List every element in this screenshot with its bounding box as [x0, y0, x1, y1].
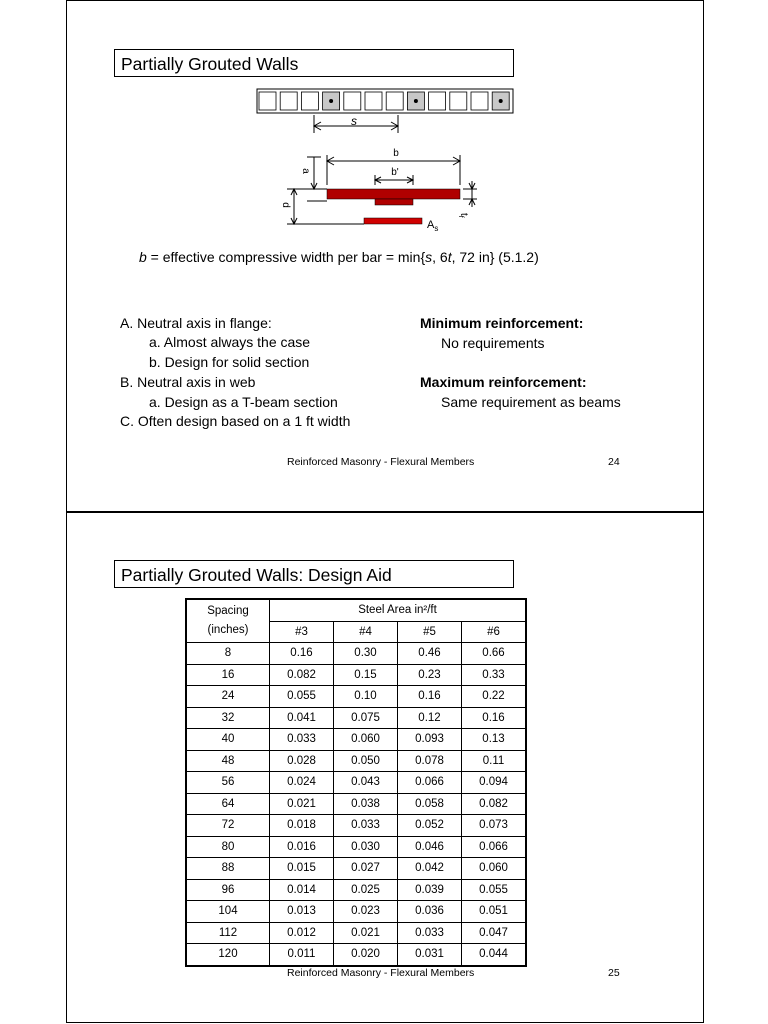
spacing-cell: 104: [186, 901, 270, 923]
rebar-dot: [329, 99, 333, 103]
spacing-cell: 88: [186, 858, 270, 880]
slide-title: Partially Grouted Walls: [114, 49, 514, 77]
label-d: d: [280, 202, 291, 208]
table-row: [186, 707, 526, 729]
table-row: [186, 858, 526, 880]
steel-area-cell: 0.094: [462, 772, 527, 794]
steel-area-cell: 0.46: [398, 643, 462, 665]
spacing-cell: 120: [186, 944, 270, 966]
steel-area-cell: 0.66: [462, 643, 527, 665]
steel-area-cell: 0.025: [334, 879, 398, 901]
slide-24: [66, 0, 704, 512]
reinforcement-bar: [364, 218, 422, 224]
hollow-cell: [280, 92, 297, 110]
steel-area-header: Steel Area in²/ft: [270, 599, 527, 621]
steel-area-cell: 0.028: [270, 750, 334, 772]
spacing-cell: 48: [186, 750, 270, 772]
steel-area-cell: 0.015: [270, 858, 334, 880]
slide-footer: Reinforced Masonry - Flexural Members: [287, 456, 475, 468]
rebar-dot: [414, 99, 418, 103]
hollow-cell: [386, 92, 403, 110]
steel-area-cell: 0.033: [398, 922, 462, 944]
table-row: [186, 879, 526, 901]
steel-area-cell: 0.13: [462, 729, 527, 751]
steel-area-cell: 0.051: [462, 901, 527, 923]
steel-area-cell: 0.22: [462, 686, 527, 708]
table-row: [186, 686, 526, 708]
steel-area-cell: 0.044: [462, 944, 527, 966]
steel-area-cell: 0.16: [462, 707, 527, 729]
steel-area-cell: 0.027: [334, 858, 398, 880]
hollow-cell: [301, 92, 318, 110]
steel-area-cell: 0.33: [462, 664, 527, 686]
spacing-header: Spacing (inches): [186, 599, 270, 643]
spacing-cell: 96: [186, 879, 270, 901]
spacing-cell: 16: [186, 664, 270, 686]
design-aid-table: [185, 598, 527, 967]
table-row: [186, 750, 526, 772]
steel-area-cell: 0.093: [398, 729, 462, 751]
steel-area-cell: 0.23: [398, 664, 462, 686]
steel-area-cell: 0.033: [334, 815, 398, 837]
min-reinforcement-text: No requirements: [441, 335, 545, 351]
spacing-cell: 72: [186, 815, 270, 837]
min-reinforcement-heading: Minimum reinforcement:: [420, 315, 584, 331]
web: [375, 199, 413, 205]
steel-area-cell: 0.033: [270, 729, 334, 751]
steel-area-cell: 0.055: [270, 686, 334, 708]
spacing-cell: 80: [186, 836, 270, 858]
steel-area-cell: 0.082: [270, 664, 334, 686]
spacing-cell: 40: [186, 729, 270, 751]
steel-area-cell: 0.047: [462, 922, 527, 944]
steel-area-cell: 0.30: [334, 643, 398, 665]
max-reinforcement-heading: Maximum reinforcement:: [420, 374, 587, 390]
steel-area-cell: 0.046: [398, 836, 462, 858]
table-row: [186, 793, 526, 815]
spacing-cell: 56: [186, 772, 270, 794]
list-item: a. Design as a T-beam section: [149, 394, 338, 410]
steel-area-cell: 0.039: [398, 879, 462, 901]
steel-area-cell: 0.023: [334, 901, 398, 923]
steel-area-cell: 0.075: [334, 707, 398, 729]
compression-flange: [327, 189, 460, 199]
steel-area-cell: 0.012: [270, 922, 334, 944]
steel-area-cell: 0.073: [462, 815, 527, 837]
steel-area-cell: 0.043: [334, 772, 398, 794]
page-number: 24: [608, 456, 620, 468]
table-row: [186, 922, 526, 944]
steel-area-cell: 0.055: [462, 879, 527, 901]
steel-area-cell: 0.024: [270, 772, 334, 794]
bar-size-header: #5: [398, 621, 462, 643]
spacing-cell: 64: [186, 793, 270, 815]
spacing-cell: 8: [186, 643, 270, 665]
steel-area-cell: 0.036: [398, 901, 462, 923]
steel-area-cell: 0.018: [270, 815, 334, 837]
page-number: 25: [608, 967, 620, 979]
steel-area-cell: 0.082: [462, 793, 527, 815]
label-b-prime: b': [391, 167, 399, 178]
spacing-cell: 112: [186, 922, 270, 944]
label-b: b: [393, 148, 399, 159]
table-row: [186, 901, 526, 923]
list-item: B. Neutral axis in web: [120, 374, 256, 390]
list-item: C. Often design based on a 1 ft width: [120, 413, 351, 429]
steel-area-cell: 0.021: [270, 793, 334, 815]
hollow-cell: [471, 92, 488, 110]
table-row: [186, 772, 526, 794]
steel-area-cell: 0.12: [398, 707, 462, 729]
list-item: b. Design for solid section: [149, 354, 310, 370]
steel-area-cell: 0.15: [334, 664, 398, 686]
table-row: [186, 836, 526, 858]
steel-area-cell: 0.052: [398, 815, 462, 837]
steel-area-cell: 0.016: [270, 836, 334, 858]
masonry-block-row: [257, 89, 513, 113]
steel-area-cell: 0.10: [334, 686, 398, 708]
max-reinforcement-text: Same requirement as beams: [441, 394, 621, 410]
spacing-cell: 24: [186, 686, 270, 708]
effective-width-formula: b = effective compressive width per bar = min{s, 6t, 72 in} (5.1.2): [139, 249, 539, 265]
steel-area-cell: 0.038: [334, 793, 398, 815]
table-row: [186, 944, 526, 966]
hollow-cell: [344, 92, 361, 110]
steel-area-cell: 0.060: [462, 858, 527, 880]
steel-area-cell: 0.11: [462, 750, 527, 772]
steel-area-cell: 0.013: [270, 901, 334, 923]
bar-size-header: #6: [462, 621, 527, 643]
spacing-cell: 32: [186, 707, 270, 729]
hollow-cell: [365, 92, 382, 110]
slide-title: Partially Grouted Walls: Design Aid: [114, 560, 514, 588]
rebar-dot: [499, 99, 503, 103]
label-As: $A_s$: [427, 219, 439, 233]
table-row: [186, 729, 526, 751]
steel-area-cell: 0.014: [270, 879, 334, 901]
steel-area-cell: 0.050: [334, 750, 398, 772]
bar-size-header: #3: [270, 621, 334, 643]
hollow-cell: [429, 92, 446, 110]
label-tf: $t_f$: [457, 213, 469, 218]
steel-area-cell: 0.16: [398, 686, 462, 708]
hollow-cell: [450, 92, 467, 110]
steel-area-cell: 0.041: [270, 707, 334, 729]
steel-area-cell: 0.031: [398, 944, 462, 966]
slide-footer: Reinforced Masonry - Flexural Members: [287, 967, 475, 979]
steel-area-cell: 0.058: [398, 793, 462, 815]
table-row: [186, 815, 526, 837]
label-a: a: [300, 168, 311, 174]
steel-area-cell: 0.060: [334, 729, 398, 751]
steel-area-cell: 0.021: [334, 922, 398, 944]
list-item: a. Almost always the case: [149, 334, 311, 350]
table-row: [186, 664, 526, 686]
steel-area-cell: 0.066: [398, 772, 462, 794]
steel-area-cell: 0.030: [334, 836, 398, 858]
steel-area-cell: 0.011: [270, 944, 334, 966]
steel-area-cell: 0.066: [462, 836, 527, 858]
steel-area-cell: 0.020: [334, 944, 398, 966]
label-s: s: [351, 114, 357, 128]
wall-section-diagram: [67, 81, 705, 321]
table-row: [186, 643, 526, 665]
list-item: A. Neutral axis in flange:: [120, 315, 272, 331]
bar-size-header: #4: [334, 621, 398, 643]
steel-area-cell: 0.078: [398, 750, 462, 772]
slide-25: [66, 512, 704, 1023]
steel-area-cell: 0.16: [270, 643, 334, 665]
steel-area-cell: 0.042: [398, 858, 462, 880]
hollow-cell: [259, 92, 276, 110]
